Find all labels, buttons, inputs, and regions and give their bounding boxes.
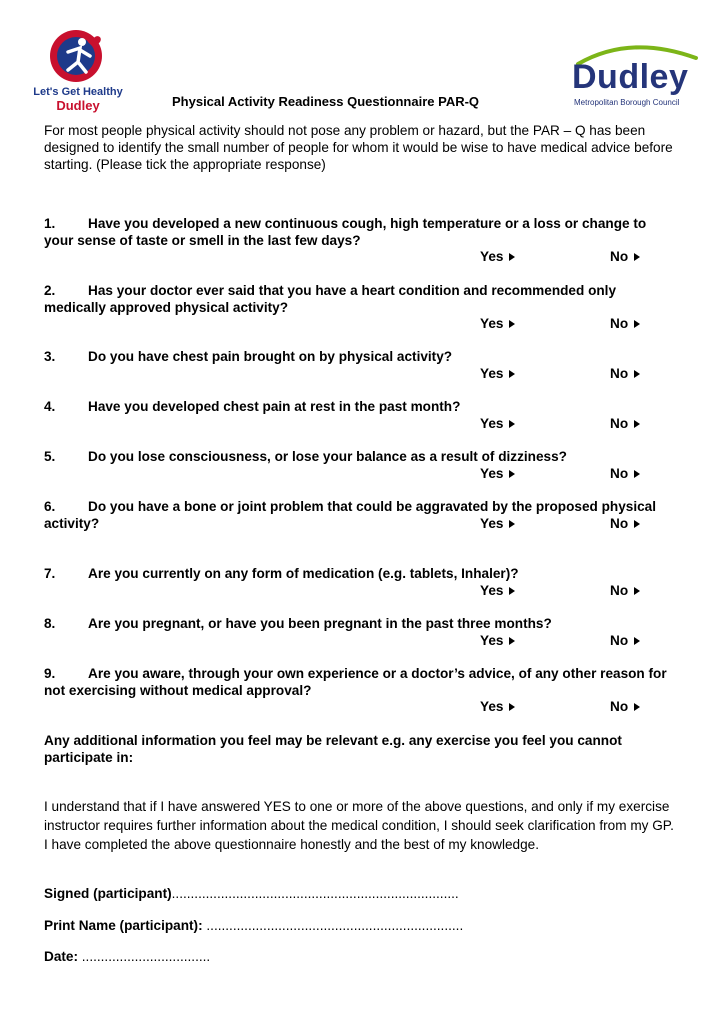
- triangle-right-icon: [509, 420, 515, 428]
- print-name-label: Print Name (participant):: [44, 918, 203, 933]
- q8-no-option[interactable]: [610, 633, 640, 648]
- no-label: No: [610, 466, 629, 481]
- no-label: No: [610, 249, 629, 264]
- question-number: 2.: [44, 283, 56, 298]
- yes-label: Yes: [480, 249, 504, 264]
- question-text: Are you currently on any form of medication (e.g. tablets, Inhaler)?: [88, 566, 519, 581]
- signed-label: Signed (participant): [44, 886, 172, 901]
- date-label: Date:: [44, 949, 78, 964]
- dudley-wordmark: Dudley: [572, 58, 689, 96]
- no-label: No: [610, 516, 629, 531]
- triangle-right-icon: [509, 703, 515, 711]
- question-number: 9.: [44, 666, 56, 681]
- q3-no-option[interactable]: [610, 366, 640, 381]
- question-text: Are you pregnant, or have you been pregnant in the past three months?: [88, 616, 552, 631]
- yes-label: Yes: [480, 466, 504, 481]
- q5-no-option[interactable]: [610, 466, 640, 481]
- q8-yes-option[interactable]: [480, 633, 515, 648]
- question-text: Have you developed a new continuous cough, high temperature or a loss or change to your sense of taste or smell in the last few days?: [44, 216, 647, 248]
- yes-label: Yes: [480, 583, 504, 598]
- question-number: 6.: [44, 499, 56, 514]
- question-text: Are you aware, through your own experience or a doctor’s advice, of any other reason for not exercising without medical approval?: [44, 666, 667, 698]
- lets-get-healthy-logo: [28, 28, 128, 120]
- question-5: [44, 449, 674, 466]
- q4-yes-option[interactable]: [480, 416, 515, 431]
- additional-info-prompt: Any additional information you feel may be relevant e.g. any exercise you feel you cannot participate in:: [44, 733, 622, 765]
- question-text: Has your doctor ever said that you have a heart condition and recommended only medically approved physical activity?: [44, 283, 617, 315]
- consent-paragraph: I understand that if I have answered YES to one or more of the above questions, and only if my exercise instructor requires further information about the medical condition, I should seek clarification from my GP. I have completed the above questionnaire honestly and the best of my knowledge.: [44, 799, 674, 852]
- triangle-right-icon: [509, 320, 515, 328]
- question-text: Do you have chest pain brought on by physical activity?: [88, 349, 453, 364]
- q6-yes-option[interactable]: [480, 516, 515, 531]
- q4-no-option[interactable]: [610, 416, 640, 431]
- yes-label: Yes: [480, 316, 504, 331]
- question-2: [44, 283, 674, 316]
- triangle-right-icon: [634, 320, 640, 328]
- yes-label: Yes: [480, 633, 504, 648]
- yes-label: Yes: [480, 699, 504, 714]
- no-label: No: [610, 416, 629, 431]
- running-figure-icon: [28, 28, 128, 86]
- yes-label: Yes: [480, 366, 504, 381]
- q6-no-option[interactable]: [610, 516, 640, 531]
- q2-yes-option[interactable]: [480, 316, 515, 331]
- question-number: 8.: [44, 616, 56, 631]
- question-text: Do you have a bone or joint problem that could be aggravated by the proposed physical activity?: [44, 499, 657, 531]
- lets-get-healthy-dudley-text: Dudley: [56, 98, 100, 113]
- signed-dots: ............................................................................: [171, 886, 459, 901]
- triangle-right-icon: [634, 370, 640, 378]
- question-9: [44, 666, 674, 699]
- print-name-dots: ....................................................................: [202, 918, 464, 933]
- triangle-right-icon: [509, 470, 515, 478]
- question-4: [44, 399, 674, 416]
- q9-yes-option[interactable]: [480, 699, 515, 714]
- dudley-council-logo: [570, 40, 700, 114]
- page-title: Physical Activity Readiness Questionnaire PAR-Q: [172, 94, 480, 109]
- triangle-right-icon: [634, 420, 640, 428]
- triangle-right-icon: [634, 703, 640, 711]
- date-line[interactable]: [44, 949, 210, 964]
- q9-no-option[interactable]: [610, 699, 640, 714]
- q3-yes-option[interactable]: [480, 366, 515, 381]
- intro-paragraph: For most people physical activity should not pose any problem or hazard, but the PAR – Q has been designed to identify the small number of people for whom it would be wise to have medical advice before starting. (Please tick the appropriate response): [44, 123, 673, 172]
- triangle-right-icon: [634, 253, 640, 261]
- q5-yes-option[interactable]: [480, 466, 515, 481]
- signed-line[interactable]: [44, 886, 459, 901]
- question-7: [44, 566, 674, 583]
- question-number: 4.: [44, 399, 56, 414]
- triangle-right-icon: [509, 587, 515, 595]
- question-number: 5.: [44, 449, 56, 464]
- dudley-subtitle: Metropolitan Borough Council: [574, 98, 680, 107]
- q2-no-option[interactable]: [610, 316, 640, 331]
- question-text: Have you developed chest pain at rest in the past month?: [88, 399, 461, 414]
- triangle-right-icon: [634, 470, 640, 478]
- question-number: 1.: [44, 216, 56, 231]
- triangle-right-icon: [634, 587, 640, 595]
- no-label: No: [610, 699, 629, 714]
- yes-label: Yes: [480, 416, 504, 431]
- question-text: Do you lose consciousness, or lose your balance as a result of dizziness?: [88, 449, 567, 464]
- question-1: [44, 216, 674, 249]
- question-3: [44, 349, 674, 366]
- q7-no-option[interactable]: [610, 583, 640, 598]
- lets-get-healthy-text: Let's Get Healthy: [33, 86, 123, 98]
- q7-yes-option[interactable]: [480, 583, 515, 598]
- question-6: [44, 499, 674, 532]
- triangle-right-icon: [634, 520, 640, 528]
- no-label: No: [610, 366, 629, 381]
- triangle-right-icon: [509, 520, 515, 528]
- q1-no-option[interactable]: [610, 249, 640, 264]
- q1-yes-option[interactable]: [480, 249, 515, 264]
- date-dots: ..................................: [78, 949, 211, 964]
- question-number: 3.: [44, 349, 56, 364]
- triangle-right-icon: [509, 253, 515, 261]
- no-label: No: [610, 316, 629, 331]
- triangle-right-icon: [634, 637, 640, 645]
- yes-label: Yes: [480, 516, 504, 531]
- no-label: No: [610, 633, 629, 648]
- no-label: No: [610, 583, 629, 598]
- print-name-line[interactable]: [44, 918, 463, 933]
- triangle-right-icon: [509, 637, 515, 645]
- question-number: 7.: [44, 566, 56, 581]
- question-8: [44, 616, 674, 633]
- triangle-right-icon: [509, 370, 515, 378]
